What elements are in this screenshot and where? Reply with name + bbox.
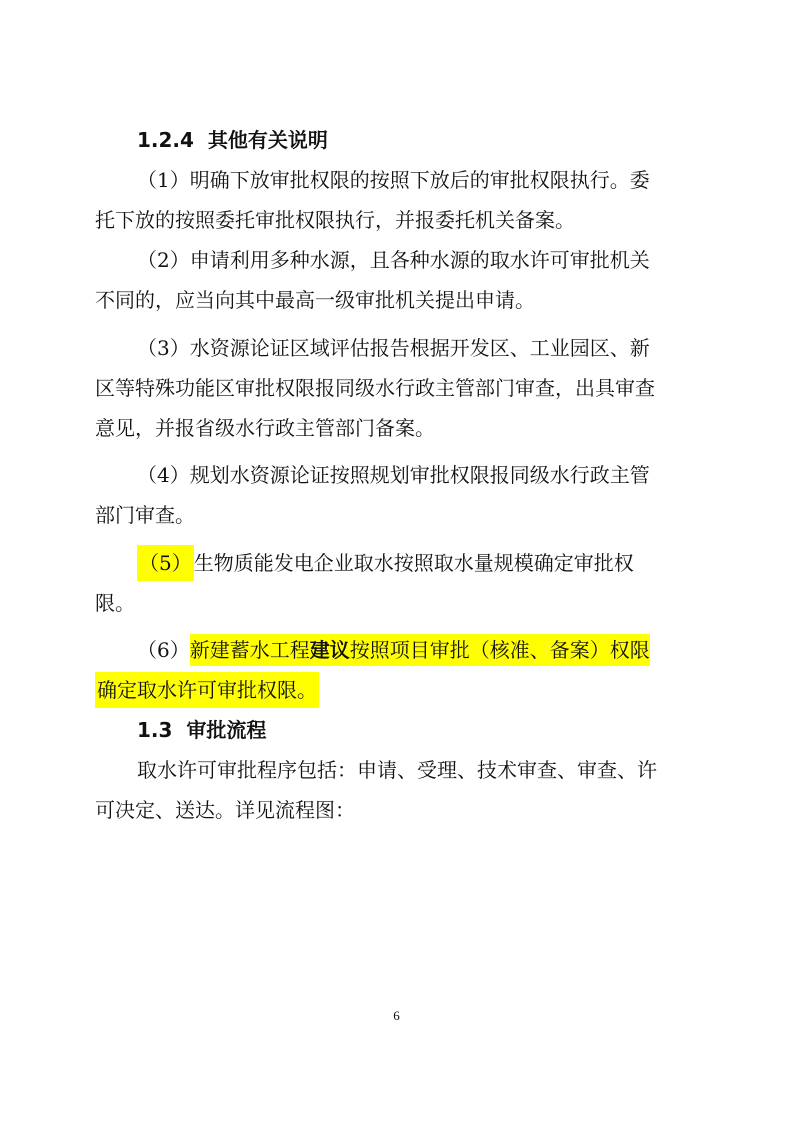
paragraph-2-line-2: 不同的，应当向其中最高一级审批机关提出申请。 (95, 288, 535, 312)
section-heading-1-2-4 (137, 126, 328, 154)
paragraph-3-line-3: 意见，并报省级水行政主管部门备案。 (95, 416, 435, 440)
paragraph-6-highlighted-text (190, 634, 650, 666)
paragraph-5-line-2: 限。 (95, 591, 135, 615)
paragraph-6-line-1 (137, 636, 650, 664)
procedure-line-2: 可决定、送达。详见流程图： (95, 798, 355, 822)
paragraph-4-line-1: （4）规划水资源论证按照规划审批权限报同级水行政主管 (137, 463, 650, 487)
paragraph-6-bold-suggestion: 建议 (309, 638, 350, 662)
page-number: 6 (393, 1008, 400, 1023)
section-title: 审批流程 (186, 718, 267, 742)
paragraph-3-line-2: 区等特殊功能区审批权限报同级水行政主管部门审查，出具审查 (95, 376, 655, 400)
paragraph-1-line-1: （1）明确下放审批权限的按照下放后的审批权限执行。委 (137, 168, 650, 192)
paragraph-6-seg-b: 按照项目审批（核准、备案）权限 (349, 638, 650, 662)
paragraph-6-seg-a: 新建蓄水工程 (189, 638, 310, 662)
paragraph-6-line-2 (95, 676, 319, 704)
procedure-line-1: 取水许可审批程序包括：申请、受理、技术审查、审查、许 (137, 758, 657, 782)
paragraph-6-marker: （6） (137, 638, 190, 662)
section-title: 其他有关说明 (207, 128, 328, 152)
paragraph-5-marker-highlighted: （5） (137, 545, 194, 581)
paragraph-5-line-1 (137, 549, 634, 577)
paragraph-6-line-2-highlighted: 确定取水许可审批权限。 (95, 672, 319, 708)
paragraph-5-text: 生物质能发电企业取水按照取水量规模确定审批权 (193, 551, 634, 575)
paragraph-2-line-1: （2）申请利用多种水源，且各种水源的取水许可审批机关 (137, 248, 650, 272)
section-heading-1-3 (137, 716, 266, 744)
section-number: 1.3 (137, 718, 173, 742)
paragraph-4-line-2: 部门审查。 (95, 503, 195, 527)
paragraph-3-line-1: （3）水资源论证区域评估报告根据开发区、工业园区、新 (137, 336, 650, 360)
paragraph-1-line-2: 托下放的按照委托审批权限执行，并报委托机关备案。 (95, 208, 575, 232)
section-number: 1.2.4 (137, 128, 194, 152)
